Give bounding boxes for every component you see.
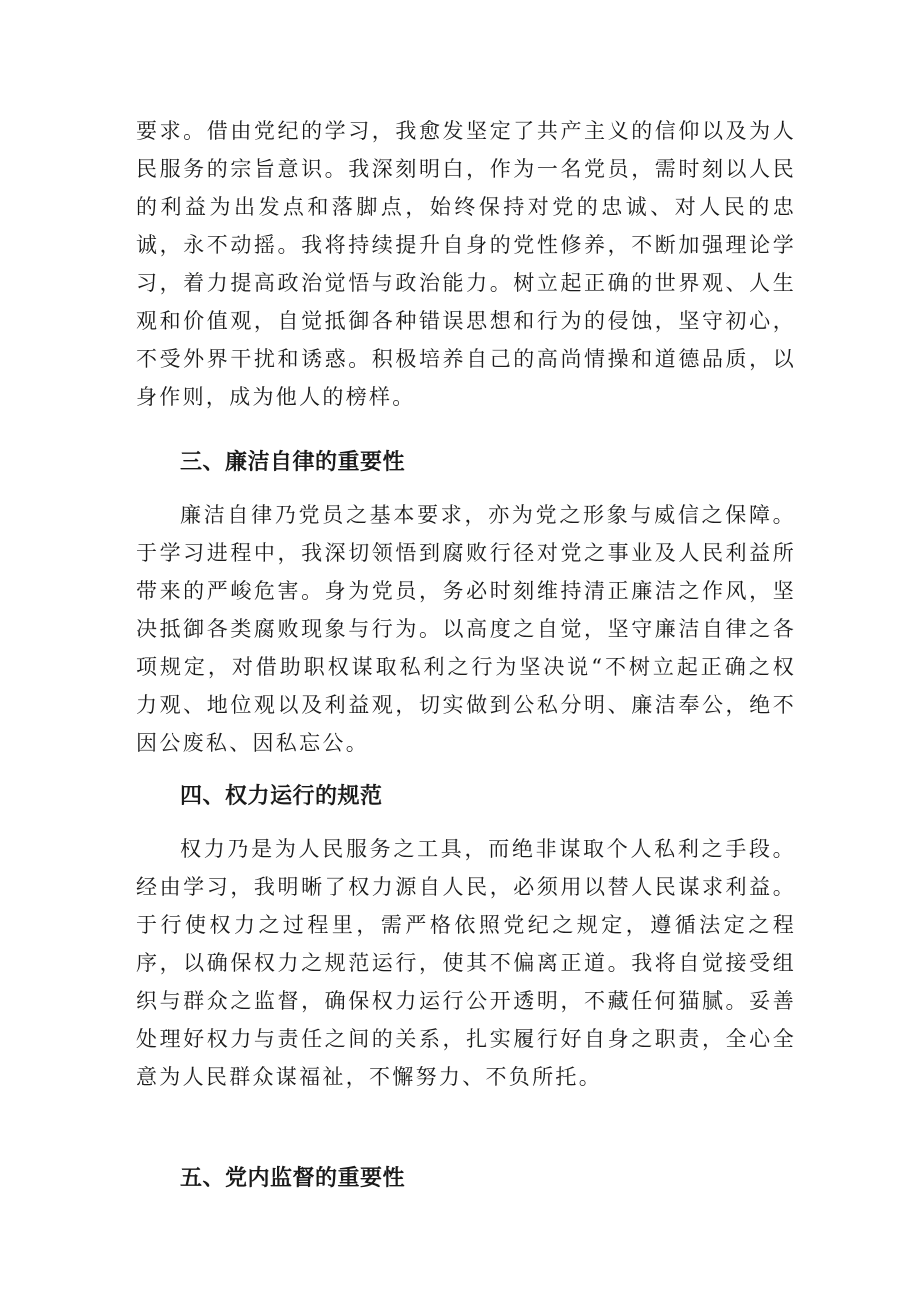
section-body-4: 权力乃是为人民服务之工具，而绝非谋取个人私利之手段。经由学习，我明晰了权力源自人民，必须用以替人民谋求利益。于行使权力之过程里，需严格依照党纪之规定，遵循法定之程序，以确保权力之规范运行，使其不偏离正道。我将自觉接受组织与群众之监督，确保权力运行公开透明，不藏任何猫腻。妥善处理好权力与责任之间的关系，扎实履行好自身之职责，全心全意为人民群众谋福祉，不懈努力、不负所托。 <box>136 837 796 1089</box>
section-body-3: 廉洁自律乃党员之基本要求，亦为党之形象与威信之保障。于学习进程中，我深切领悟到腐败行径对党之事业及人民利益所带来的严峻危害。身为党员，务必时刻维持清正廉洁之作风，坚决抵御各类腐败现象与行为。以高度之自觉，坚守廉洁自律之各项规定，对借助职权谋取私利之行为坚决说“不树立起正确之权力观、地位观以及利益观，切实做到公私分明、廉洁奉公，绝不因公废私、因私忘公。 <box>136 503 796 755</box>
section-heading-4: 四、权力运行的规范 <box>180 784 383 809</box>
section-heading-3: 三、廉洁自律的重要性 <box>180 450 406 475</box>
paragraph-continuation: 要求。借由党纪的学习，我愈发坚定了共产主义的信仰以及为人民服务的宗旨意识。我深刻明白，作为一名党员，需时刻以人民的利益为出发点和落脚点，始终保持对党的忠诚、对人民的忠诚，永不动摇。我将持续提升自身的党性修养，不断加强理论学习，着力提高政治觉悟与政治能力。树立起正确的世界观、人生观和价值观，自觉抵御各种错误思想和行为的侵蚀，坚守初心，不受外界干扰和诱惑。积极培养自己的高尚情操和道德品质，以身作则，成为他人的榜样。 <box>136 119 796 409</box>
section-heading-5: 五、党内监督的重要性 <box>180 1166 406 1191</box>
